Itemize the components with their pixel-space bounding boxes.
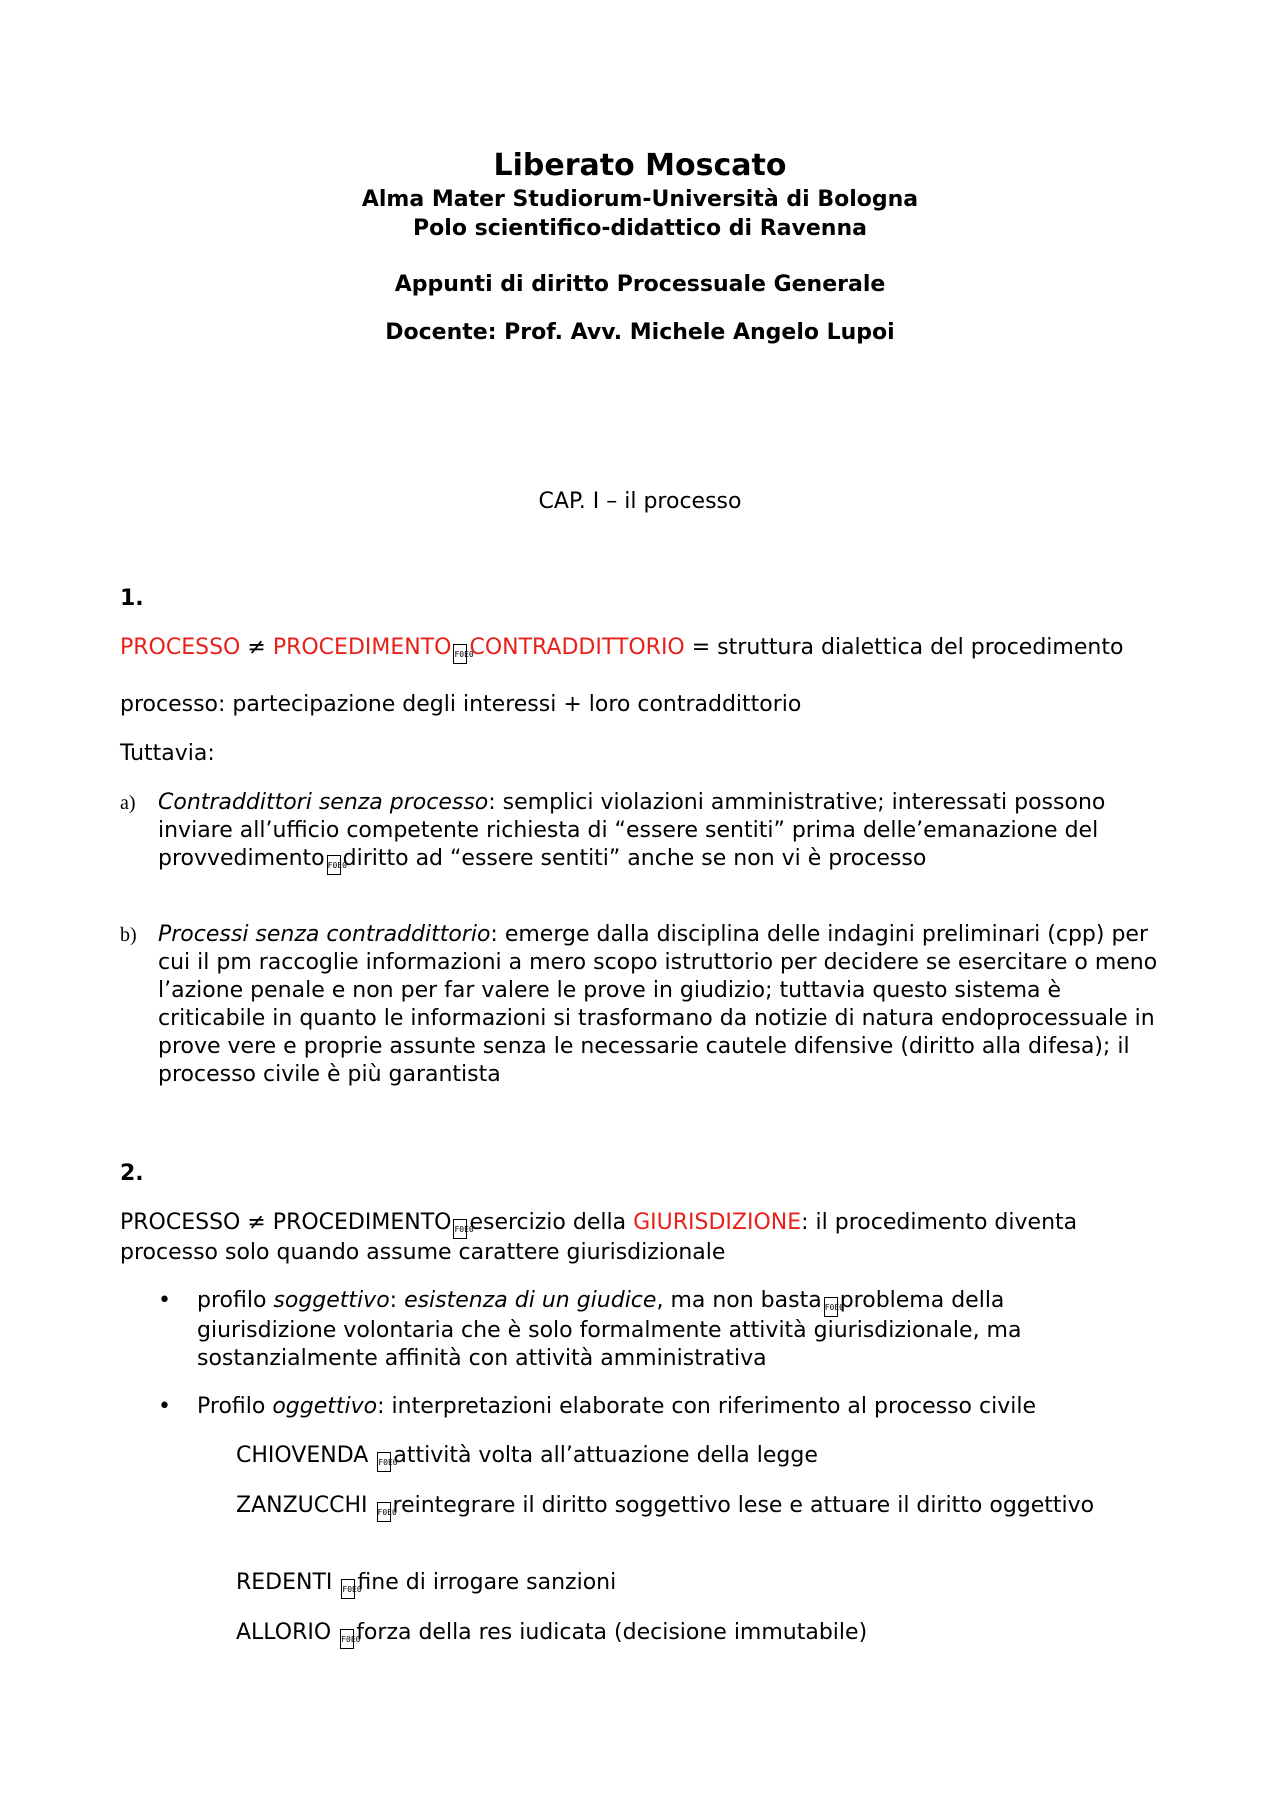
definition-redenti-text: fine di irrogare sanzioni (357, 1570, 617, 1595)
arrow-glyph-icon: F0E0 (377, 1502, 391, 1522)
term-processi-senza-contraddittorio: Processi senza contraddittorio (158, 922, 491, 947)
arrow-glyph-icon: F0E0 (340, 1629, 354, 1649)
section-2-intro-a: PROCESSO ≠ PROCEDIMENTO (120, 1210, 452, 1235)
section-2-intro (120, 1209, 1160, 1267)
term-procedimento: PROCEDIMENTO (272, 635, 452, 660)
term-processo: PROCESSO (120, 635, 241, 660)
bullet-1-mid: , ma non basta (656, 1288, 822, 1313)
neq-symbol: ≠ (240, 635, 273, 660)
definition-chiovenda-text: attività volta all’attuazione della legge (393, 1443, 818, 1468)
arrow-glyph-icon: F0E0 (453, 644, 467, 664)
author-redenti: REDENTI (236, 1570, 333, 1595)
bullet-2-content (197, 1393, 1127, 1421)
section-2-intro-c: : il procedimento diventa processo solo quando assume carattere giurisdizionale (120, 1210, 1078, 1265)
arrow-glyph-icon: F0E0 (453, 1219, 467, 1239)
list-marker-a: a) (120, 792, 136, 814)
campus-name: Polo scientifico-didattico di Ravenna (413, 216, 867, 241)
list-item-a-text-1: : semplici violazioni amministrative; interessati possono inviare all’ufficio competente richiesta di “essere sentiti” prima delle’emanazione del provvedimento (158, 790, 1106, 871)
term-giurisdizione: GIURISDIZIONE (633, 1210, 802, 1235)
chapter-title: CAP. I – il processo (538, 489, 742, 514)
list-item-a-text-2: diritto ad “essere sentiti” anche se non vi è processo (342, 846, 927, 871)
list-marker-b: b) (120, 924, 137, 946)
section-2-intro-b: esercizio della (469, 1210, 634, 1235)
definition-allorio (236, 1619, 1136, 1649)
arrow-glyph-icon: F0E0 (824, 1297, 838, 1317)
teacher-name: Docente: Prof. Avv. Michele Angelo Lupoi (385, 320, 895, 345)
author-allorio: ALLORIO (236, 1620, 332, 1645)
definition-zanzucchi (236, 1492, 1136, 1522)
bullet-icon: • (158, 1394, 171, 1419)
university-name: Alma Mater Studiorum-Università di Bologna (361, 187, 919, 212)
bullet-1-italic-2: esistenza di un giudice (404, 1288, 657, 1313)
section-2-number: 2. (120, 1161, 144, 1186)
section-1-line-2: processo: partecipazione degli interessi + loro contraddittorio (120, 692, 802, 717)
list-item-a-content (158, 789, 1160, 875)
definition-rest: = struttura dialettica del procedimento (684, 635, 1124, 660)
author-chiovenda: CHIOVENDA (236, 1443, 369, 1468)
tuttavia-label: Tuttavia: (120, 741, 215, 766)
bullet-2-italic: oggettivo (272, 1394, 378, 1419)
definition-redenti (236, 1569, 1136, 1599)
course-title: Appunti di diritto Processuale Generale (394, 272, 886, 297)
bullet-2-pre: Profilo (197, 1394, 273, 1419)
definition-zanzucchi-text: reintegrare il diritto soggettivo lese e attuare il diritto oggettivo (392, 1493, 1095, 1518)
section-1-definition (120, 634, 1160, 664)
author-name: Liberato Moscato (493, 148, 787, 183)
bullet-2-post: : interpretazioni elaborate con riferimento al processo civile (377, 1394, 1036, 1419)
arrow-glyph-icon: F0E0 (327, 855, 341, 875)
term-contraddittorio: CONTRADDITTORIO (469, 635, 685, 660)
list-item-b-content (158, 921, 1160, 1089)
bullet-1-post: problema della giurisdizione volontaria che è solo formalmente attività giurisdizionale, ma sostanzialmente affinità con attività amministrativa (197, 1288, 1022, 1371)
arrow-glyph-icon: F0E0 (377, 1452, 391, 1472)
bullet-icon: • (158, 1288, 171, 1313)
bullet-1-content (197, 1287, 1127, 1373)
bullet-1-pre: profilo (197, 1288, 274, 1313)
arrow-glyph-icon: F0E0 (341, 1579, 355, 1599)
list-item-b-text: : emerge dalla disciplina delle indagini preliminari (cpp) per cui il pm raccoglie informazioni a mero scopo istruttorio per decidere se esercitare o meno l’azione penale e non per far valere le prove in giudizio; tuttavia questo sistema è criticabile in quanto le informazioni si trasformano da notizie di natura endoprocessuale in prove vere e proprie assunte senza le necessarie cautele difensive (diritto alla difesa); il processo civile è più garantista (158, 922, 1158, 1087)
section-1-number: 1. (120, 586, 144, 611)
author-zanzucchi: ZANZUCCHI (236, 1493, 368, 1518)
bullet-1-italic-1: soggettivo (273, 1288, 390, 1313)
bullet-1-colon: : (389, 1288, 405, 1313)
term-contraddittori-senza-processo: Contraddittori senza processo (158, 790, 489, 815)
definition-chiovenda (236, 1442, 1136, 1472)
definition-allorio-text: forza della res iudicata (decisione immutabile) (356, 1620, 868, 1645)
